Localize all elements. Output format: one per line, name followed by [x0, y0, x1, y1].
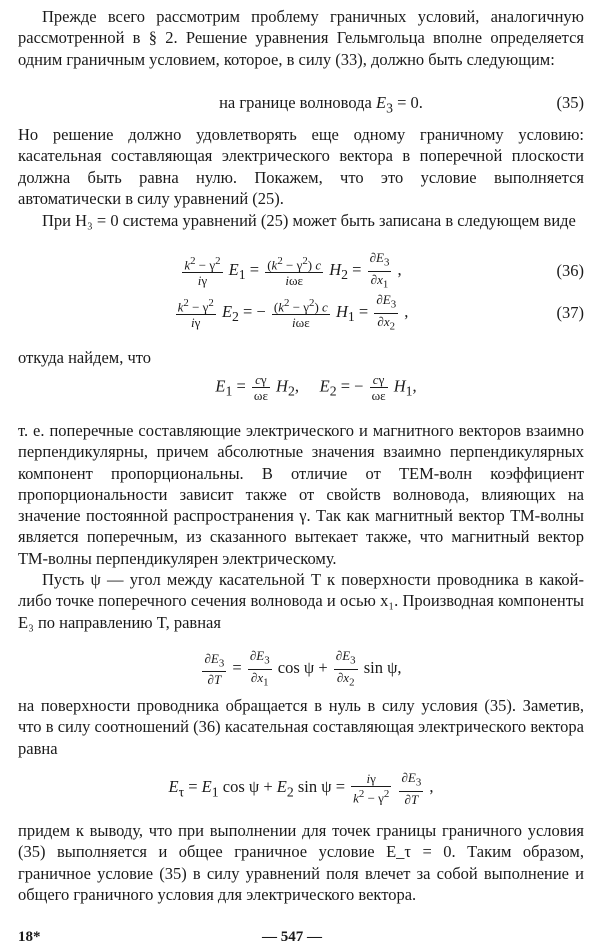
equation-35: на границе волновода $E_3 = 0$. (35) [219, 93, 584, 116]
paragraph-second-condition: Но решение должно удовлетворять еще одному граничному условию: касательная составляющая электрического вектора в поперечной плоскости должна быть равна нулю. Покажем, что это условие выполняется автоматически в силу уравнений (25). [18, 125, 584, 208]
page-number: — 547 — [262, 929, 322, 945]
paragraph-boundary-intro: Прежде всего рассмотрим проблему граничных условий, аналогичную рассмотренной в § 2. Решение уравнения Гельмгольца вполне определяется одним граничным условием, которое, в силу (33), должно быть следующим: [18, 7, 584, 69]
equation-37: $\frac{k^2 - \gamma^2}{i\gamma}$ $E_2$ = − $\frac{(k^2 - \gamma^2) c}{\text{iωε}}$ $H_1$ = $\frac{\partial E_3}{\partial x_2}$ , (37) [177, 292, 584, 333]
equation-36: $\frac{k^2 - \gamma^2}{i\gamma}$ $E_1$ = $\frac{(k^2 - \gamma^2) c}{\text{iωε}}$ $H_2$ = $\frac{\partial E_3}{\partial x_1}$ , (36) [184, 250, 584, 291]
paragraph-perpendicular: т. е. поперечные составляющие электрического и магнитного векторов взаимно перпендикулярны, причем абсолютные значения взаимно перпендикулярных компонент пропорциональны. В отличие от ТЕМ-волн коэффициент пропорциональности зависит также от свойств волновода, влияющих на значение постоянной распространения γ. Так как магнитный вектор ТМ-волны является поперечным, из сказанного вытекает также, что магнитный вектор ТМ-волны перпендикулярен электрическому. [18, 421, 584, 568]
paragraph-conclusion: придем к выводу, что при выполнении для точек границы граничного условия (35) выполняется и общее граничное условие E_τ = 0. Таким образом, граничное условие (35) в силу уравнений поля влечет за собой выполнение и общего граничного условия для электрического вектора. [18, 821, 584, 904]
paragraph-system: При H₃ = 0 система уравнений (25) может быть записана в следующем виде [42, 211, 576, 230]
equation-transverse-relation: $E_1$ = $\frac{c\gamma}{\omega\varepsilon}$ $H_2$, $E_2$ = − $\frac{c\gamma}{\omega\varepsilon}$ $H_1$, [215, 372, 417, 403]
paragraph-hence: откуда найдем, что [18, 348, 152, 367]
equation-35-prefix: на границе волновода [219, 93, 372, 112]
signature-mark: 18* [18, 929, 41, 945]
paragraph-tangent-angle: Пусть ψ — угол между касательной T к поверхности проводника в какой-либо точке поперечного сечения волновода и осью x₁. Производная компоненты E₃ по направлению T, равная [18, 570, 584, 632]
equation-tangential-component: $E_\tau = E_1$ $\cos \psi + E_2$ sin ψ = $\frac{i\gamma}{k^2 - \gamma^2}$ $\frac{\partial E_3}{\partial T}$ , [168, 770, 434, 807]
equation-number-37: (37) [556, 303, 584, 322]
equation-derivative: $\frac{\partial E_3}{\partial T}$ = $\frac{\partial E_3}{\partial x_1}$ cos ψ + $\frac{\partial E_3}{\partial x_2}$ sin ψ, [204, 648, 402, 689]
equation-number-35: (35) [556, 93, 584, 112]
paragraph-surface: на поверхности проводника обращается в нуль в силу условия (35). Заметив, что в силу соотношений (36) касательная составляющая электрического вектора равна [18, 696, 584, 758]
equation-number-36: (36) [556, 261, 584, 280]
